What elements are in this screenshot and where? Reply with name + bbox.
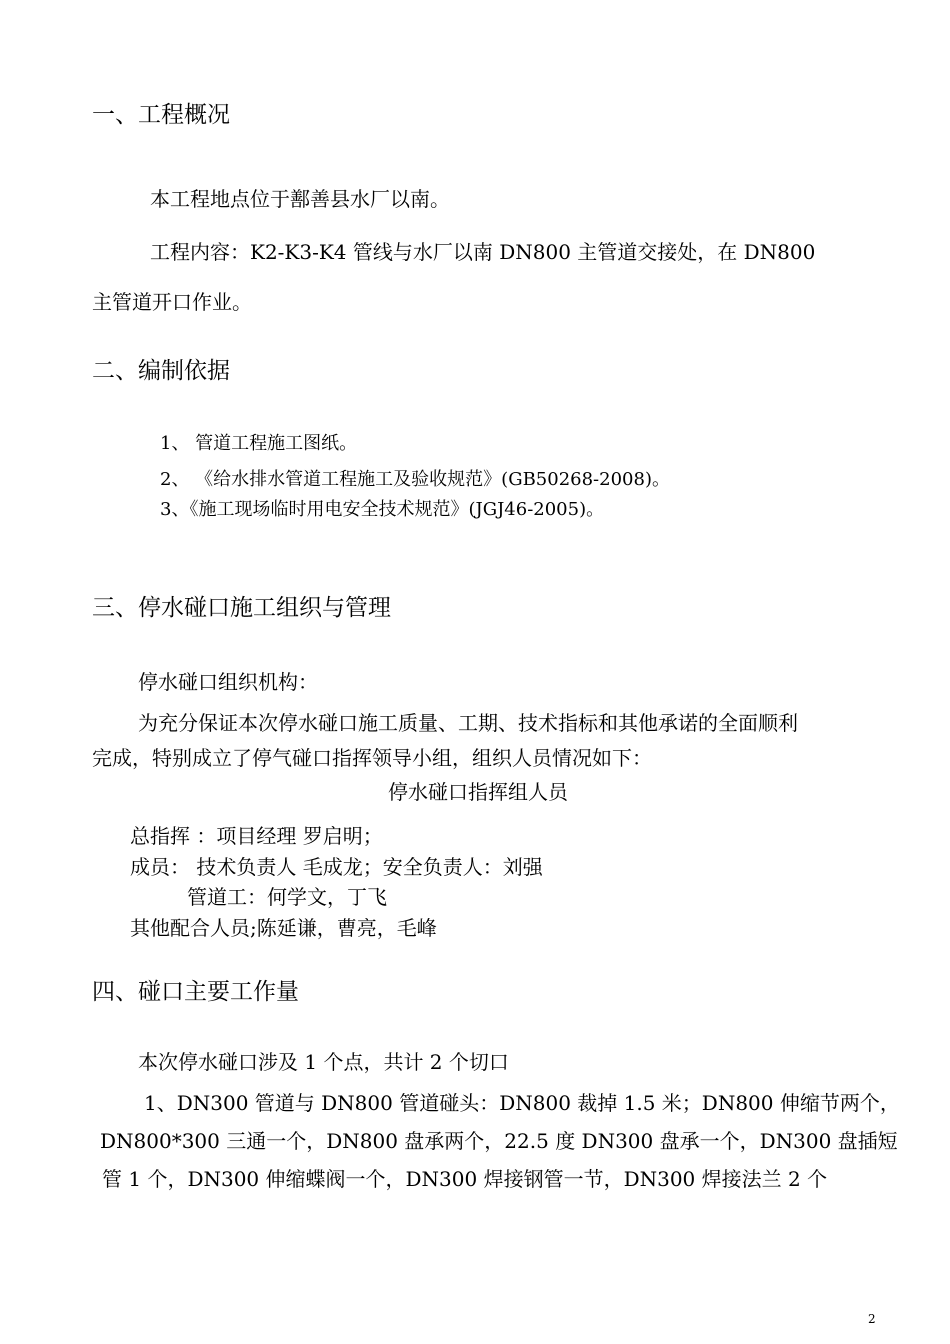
workload-line2: DN800*300 三通一个，DN800 盘承两个，22.5 度 DN300 盘承一个，DN300 盘插短 — [100, 1129, 898, 1153]
staff-members: 成员： 技术负责人 毛成龙；安全负责人：刘强 — [130, 855, 543, 879]
basis-item-1: 1、 管道工程施工图纸。 — [160, 433, 358, 454]
basis-item-3: 3、《施工现场临时用电安全技术规范》(JGJ46-2005)。 — [160, 499, 605, 520]
section-3-para-line1: 为充分保证本次停水碰口施工质量、工期、技术指标和其他承诺的全面顺利 — [138, 711, 798, 735]
page-number: 2 — [868, 1312, 876, 1326]
staff-pipe-workers: 管道工：何学文，丁飞 — [187, 885, 387, 909]
section-4-title: 四、碰口主要工作量 — [92, 979, 299, 1005]
section-4-summary: 本次停水碰口涉及 1 个点，共计 2 个切口 — [138, 1050, 509, 1074]
workload-line1: 1、DN300 管道与 DN800 管道碰头：DN800 裁掉 1.5 米；DN800 伸缩节两个， — [144, 1091, 900, 1115]
basis-item-2: 2、 《给水排水管道工程施工及验收规范》(GB50268-2008)。 — [160, 469, 670, 490]
section-3-title: 三、停水碰口施工组织与管理 — [92, 595, 391, 621]
section-2-title: 二、编制依据 — [92, 358, 230, 384]
section-3-para-line2: 完成，特别成立了停气碰口指挥领导小组，组织人员情况如下： — [92, 746, 652, 770]
section-1-content-line2: 主管道开口作业。 — [92, 290, 252, 314]
section-1-title: 一、工程概况 — [92, 102, 230, 128]
section-1-content-line1: 工程内容：K2-K3-K4 管线与水厂以南 DN800 主管道交接处，在 DN800 — [150, 240, 816, 264]
staff-other: 其他配合人员;陈延谦，曹亮，毛峰 — [130, 916, 437, 940]
org-label: 停水碰口组织机构： — [138, 670, 318, 694]
staff-table-title: 停水碰口指挥组人员 — [388, 780, 568, 804]
staff-commander: 总指挥 ：项目经理 罗启明； — [130, 824, 383, 848]
workload-line3: 管 1 个，DN300 伸缩蝶阀一个，DN300 焊接钢管一节，DN300 焊接法兰 2 个 — [102, 1167, 828, 1191]
section-1-location: 本工程地点位于鄯善县水厂以南。 — [150, 187, 450, 211]
